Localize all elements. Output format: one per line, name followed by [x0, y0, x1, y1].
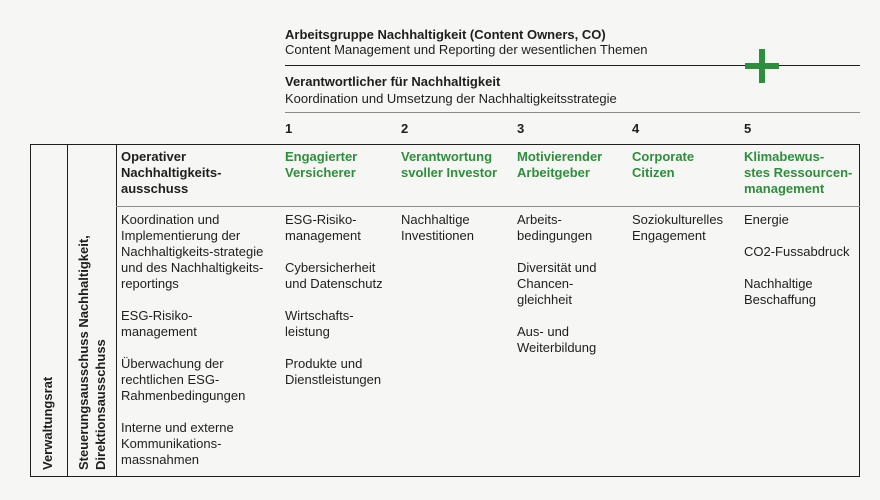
column-title-1: Engagierter Versicherer — [285, 149, 358, 180]
operative-committee-tasks — [121, 212, 281, 484]
column-items-2 — [401, 212, 513, 260]
column-title-2: Verantwortung svoller Investor — [401, 149, 498, 180]
list-item: ESG-Risiko- management — [285, 212, 361, 243]
workgroup-title: Arbeitsgruppe Nachhaltigkeit (Content Owners, CO) — [285, 27, 606, 42]
list-item: Überwachung der rechtlichen ESG- Rahmenbedingungen — [121, 356, 246, 403]
list-item: Wirtschafts- leistung — [285, 308, 354, 339]
list-item: Interne und externe Kommunikations- massnahmen — [121, 420, 234, 467]
column-items-3 — [517, 212, 629, 372]
column-title-5: Klimabewus- stes Ressourcen- management — [744, 149, 853, 196]
table-right-border — [859, 144, 860, 477]
board-divider — [67, 144, 68, 477]
steering-committee-label: Steuerungsausschuss Nachhaltigkeit, — [76, 235, 91, 470]
plus-icon — [745, 49, 779, 83]
column-title-3: Motivierender Arbeitgeber — [517, 149, 603, 180]
workgroup-description: Content Management und Reporting der wesentlichen Themen — [285, 42, 648, 57]
column-number-4: 4 — [632, 121, 640, 136]
column-items-4 — [632, 212, 742, 260]
list-item: CO2-Fussabdruck — [744, 244, 850, 259]
column-number-1: 1 — [285, 121, 293, 136]
list-item: Arbeits- bedingungen — [517, 212, 593, 243]
list-item: Soziokulturelles Engagement — [632, 212, 724, 243]
list-item: Koordination und Implementierung der Nachhaltigkeits-strategie und des Nachhaltigkeits- reportings — [121, 212, 264, 291]
column-number-5: 5 — [744, 121, 752, 136]
divider-middle — [285, 112, 860, 113]
executive-committee-label: Direktionsausschuss — [93, 339, 108, 470]
responsible-title: Verantwortlicher für Nachhaltigkeit — [285, 74, 501, 89]
list-item: Aus- und Weiterbildung — [517, 324, 597, 355]
column-number-2: 2 — [401, 121, 409, 136]
table-left-border — [30, 144, 31, 477]
list-item: ESG-Risiko- management — [121, 308, 197, 339]
board-label: Verwaltungsrat — [40, 376, 55, 470]
column-items-5 — [744, 212, 856, 324]
table-top-border — [30, 144, 860, 145]
list-item: Diversität und Chancen- gleichheit — [517, 260, 597, 307]
column-items-1 — [285, 212, 397, 404]
list-item: Nachhaltige Beschaffung — [744, 276, 817, 307]
column-title-4: Corporate Citizen — [632, 149, 695, 180]
operative-committee-title: Operativer Nachhaltigkeits- ausschuss — [121, 149, 222, 196]
list-item: Nachhaltige Investitionen — [401, 212, 474, 243]
responsible-description: Koordination und Umsetzung der Nachhaltigkeitsstrategie — [285, 91, 617, 106]
committee-divider — [116, 144, 117, 477]
list-item: Produkte und Dienstleistungen — [285, 356, 382, 387]
header-row-divider — [116, 206, 860, 207]
list-item: Cybersicherheit und Datenschutz — [285, 260, 383, 291]
column-number-3: 3 — [517, 121, 525, 136]
list-item: Energie — [744, 212, 789, 227]
